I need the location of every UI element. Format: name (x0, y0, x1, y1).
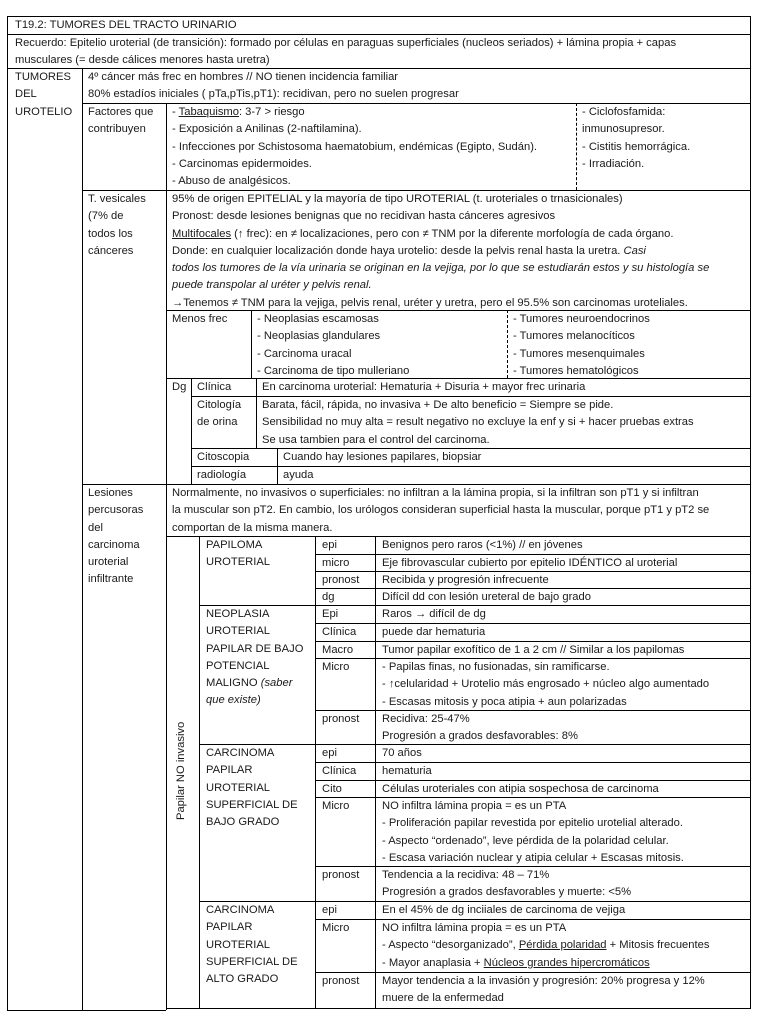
list-item: - Abuso de analgésicos. (172, 175, 291, 188)
carcinoma-bajo-grado-name (206, 745, 298, 831)
row-value (382, 973, 705, 1008)
row-value: Recibida y progresión infrecuente (382, 574, 549, 586)
text-line: SUPERFICIAL DE (206, 798, 298, 811)
text-line: la muscular son pT2. En cambio, los urólogos consideran superficial hasta la muscular, porque pT1 y pT2 se (172, 504, 710, 517)
factores-list (172, 104, 537, 190)
citologia-text (262, 397, 694, 449)
text-line: →Tenemos ≠ TNM para la vejiga, pelvis renal, uréter y uretra, pero el 95.5% son carcinomas uroteliales. (172, 296, 688, 309)
rule (7, 1010, 166, 1011)
text-line: contribuyen (88, 123, 146, 136)
row-value: Benignos pero raros (<1%) // en jóvenes (382, 539, 583, 551)
factor-tabaquismo (172, 104, 537, 121)
rule (315, 623, 751, 624)
row-key: Clínica (322, 626, 357, 638)
urotelio-intro (88, 69, 459, 104)
list-item: - Carcinoma de tipo mulleriano (257, 364, 410, 377)
text-line: UROTERIAL (206, 938, 271, 951)
italic-span: Casi (623, 244, 646, 257)
text-line: Citología (197, 399, 242, 411)
rule (166, 103, 167, 1010)
text-line: del (88, 521, 103, 534)
text-line: todos los tumores de la vía urinaria se originan en la vejiga, por lo que se estudiarán estos y su histología se (172, 262, 710, 275)
text-line (172, 226, 709, 243)
row-value (382, 920, 709, 972)
text-line: Tendencia a la recidiva: 48 – 71% (382, 869, 550, 881)
text-line: Recuerdo: Epitelio uroterial (de transición): formado por células en paraguas superficiales (nucleos seriados) + lámina propia + capas (15, 37, 677, 49)
papiloma-name (206, 537, 270, 572)
row-key: dg (322, 591, 335, 603)
text-line: TUMORES (15, 71, 71, 83)
list-item: - Neoplasias escamosas (257, 313, 379, 325)
row-value (382, 711, 578, 746)
text-line: Factores que (88, 106, 154, 118)
row-value (382, 659, 709, 711)
text-line: Barata, fácil, rápida, no invasiva + De alto beneficio = Siempre se pide. (262, 399, 614, 411)
underlined-term: Tabaquismo (178, 106, 239, 118)
text-line: - Escasas mitosis y poca atipia + aun polarizadas (382, 695, 627, 708)
list-item: - Tumores melanocíticos (513, 330, 635, 343)
text-line: comportan de la misma manera. (172, 521, 333, 534)
list-item: - Tumores neuroendocrinos (513, 313, 650, 325)
text-line: ALTO GRADO (206, 973, 279, 986)
text-line: que existe) (206, 694, 261, 707)
vesicales-label (88, 191, 146, 260)
text-line: Recidiva: 25-47% (382, 713, 470, 725)
rule (7, 16, 8, 1011)
text-line: PAPILOMA (206, 539, 263, 551)
text-span: : 3-7 > riesgo (238, 106, 305, 118)
text-line: musculares (= desde cálices menores hasta uretra) (15, 54, 270, 67)
text-line: UROTERIAL (206, 625, 271, 638)
list-item: - Carcinomas epidermoides. (172, 157, 312, 170)
row-key: epi (322, 539, 337, 551)
text-line: - Papilas finas, no fusionadas, sin ramificarse. (382, 661, 610, 673)
row-key: Clínica (322, 765, 357, 777)
papilar-no-invasivo-label: Papilar NO invasivo (175, 721, 187, 820)
list-item: - Tumores mesenquimales (513, 347, 645, 360)
dg-label: Dg (172, 381, 187, 393)
text-line: NO infiltra lámina propia = es un PTA (382, 922, 567, 934)
radiologia-label: radiología (197, 469, 247, 481)
text-line: Progresión a grados desfavorables: 8% (382, 730, 578, 743)
underlined-term: Núcleos grandes hipercromáticos (483, 956, 650, 969)
section-label-urotelio (15, 69, 72, 121)
text-line: UROTERIAL (206, 781, 271, 794)
factores-label (88, 104, 153, 139)
row-key: epi (322, 747, 337, 759)
citoscopia-text: Cuando hay lesiones papilares, biopsiar (283, 451, 482, 463)
text-line: PAPILAR (206, 921, 253, 934)
row-key: epi (322, 904, 337, 916)
list-item: - Infecciones por Schistosoma haematobium, endémicas (Egipto, Sudán). (172, 140, 538, 153)
text-line: PAPILAR DE BAJO (206, 642, 304, 655)
row-value (382, 867, 631, 902)
text-line: de orina (197, 416, 238, 429)
row-key: pronost (322, 869, 360, 881)
row-key: Micro (322, 800, 350, 812)
text-line: todos los (88, 227, 133, 240)
carcinoma-alto-grado-name (206, 902, 298, 988)
row-key: pronost (322, 713, 360, 725)
row-value: Raros → difícil de dg (382, 608, 486, 620)
list-item: - Tumores hematológicos (513, 364, 639, 377)
row-key: Macro (322, 644, 354, 656)
rule (315, 762, 751, 763)
text-span: Donde: en cualquier localización donde haya urotelio: desde la pelvis renal hasta la uretra. (172, 244, 624, 257)
text-line: puede transpolar al uréter y pelvis renal. (172, 279, 372, 292)
row-key: pronost (322, 975, 360, 987)
text-line: Se usa tambien para el control del carcinoma. (262, 433, 490, 446)
recuerdo-note (15, 35, 676, 70)
underlined-term: Multifocales (172, 227, 232, 240)
row-value: Células uroteriales con atipia sospechosa de carcinoma (382, 783, 659, 795)
text-line: Mayor tendencia a la invasión y progresión: 20% progresa y 12% (382, 975, 705, 987)
italic-span: (saber (257, 677, 293, 690)
clinica-text: En carcinoma uroterial: Hematuria + Disuria + mayor frec urinaria (262, 381, 586, 393)
row-key: Cito (322, 783, 342, 795)
row-value: En el 45% de dg inciiales de carcinoma de vejiga (382, 904, 626, 916)
text-line: Sensibilidad no muy alta = result negativo no excluye la enf y si + hacer pruebas extras (262, 416, 694, 429)
citoscopia-label: Citoscopia (197, 451, 250, 463)
row-key: pronost (322, 574, 360, 586)
radiologia-text: ayuda (283, 469, 314, 481)
text-line: - Escasa variación nuclear y atipia celular + Escasas mitosis. (382, 851, 684, 864)
rule (191, 378, 192, 484)
list-item: - Ciclofosfamida: (582, 106, 666, 118)
text-line: Normalmente, no invasivos o superficiales: no infiltran a la lámina propia, si la infiltran son pT1 y si infiltran (172, 487, 699, 499)
text-line: T. vesicales (88, 193, 146, 205)
text-line (382, 955, 709, 972)
text-line: UROTERIAL (206, 556, 271, 569)
row-key: Micro (322, 661, 350, 673)
rule (750, 16, 751, 1009)
rule (199, 536, 200, 1008)
page-title: T19.2: TUMORES DEL TRACTO URINARIO (15, 19, 237, 31)
lesiones-label (88, 485, 143, 589)
lesiones-intro (172, 485, 709, 537)
text-line: DEL (15, 88, 37, 101)
row-value: 70 años (382, 747, 422, 759)
list-item: - Neoplasias glandulares (257, 330, 381, 343)
menos-frec-label: Menos frec (172, 313, 228, 325)
clinica-label: Clínica (197, 381, 232, 393)
text-span: + Mitosis frecuentes (606, 939, 710, 952)
rule (256, 378, 257, 448)
text-line: 4º cáncer más frec en hombres // NO tienen incidencia familiar (88, 71, 399, 83)
text-line: SUPERFICIAL DE (206, 955, 298, 968)
citologia-label (197, 397, 241, 432)
rule (277, 448, 278, 484)
vesicales-text (172, 191, 709, 312)
row-value: Eje fibrovascular cubierto por epitelio IDÉNTICO al uroterial (382, 557, 678, 569)
text-line: infiltrante (88, 573, 134, 586)
text-line: BAJO GRADO (206, 816, 280, 829)
text-span: - Aspecto “desorganizado”, (382, 939, 519, 952)
row-value: Tumor papilar exofítico de 1 a 2 cm // Similar a los papilomas (382, 644, 685, 656)
text-line (382, 937, 709, 954)
text-line: uroterial (88, 556, 129, 569)
text-line: - Proliferación papilar revestida por epitelio urotelial alterado. (382, 817, 683, 830)
factores-list-right (582, 104, 690, 173)
text-line: - ↑celularidad + Urotelio más engrosado + núcleo algo aumentado (382, 678, 710, 691)
row-key: micro (322, 557, 350, 569)
list-item: - Carcinoma uracal (257, 347, 352, 360)
text-line: Lesiones (88, 487, 133, 499)
text-line: POTENCIAL (206, 659, 270, 672)
row-key: Epi (322, 608, 339, 620)
menos-frec-list (257, 311, 409, 380)
neoplasia-name (206, 606, 303, 710)
text-span: - (172, 106, 179, 118)
rule (315, 536, 316, 1008)
rule (375, 536, 376, 1008)
text-span: MALIGNO (206, 677, 258, 690)
text-line: (7% de (88, 210, 124, 223)
text-line: 80% estadíos iniciales ( pTa,pTis,pT1): recidivan, pero no suelen progresar (88, 88, 459, 101)
row-value: puede dar hematuria (382, 626, 486, 638)
text-line: NEOPLASIA (206, 608, 270, 620)
text-line: carcinoma (88, 538, 140, 551)
text-span: - Mayor anaplasia + (382, 956, 484, 969)
row-value (382, 798, 684, 867)
text-line: muere de la enfermedad (382, 992, 504, 1005)
text-line: 95% de origen EPITELIAL y la mayoría de tipo UROTERIAL (t. uroteriales o trnasicionales) (172, 193, 623, 205)
text-line: cánceres (88, 244, 134, 257)
text-span: (↑ frec): en ≠ localizaciones, pero con ≠ TNM por la diferente morfología de cada órgano. (231, 227, 674, 240)
rule (82, 68, 83, 1010)
row-value: Difícil dd con lesión ureteral de bajo grado (382, 591, 591, 603)
text-line: - Aspecto “ordenado”, leve pérdida de la polaridad celular. (382, 834, 669, 847)
row-value: hematuria (382, 765, 432, 777)
list-item: - Cistitis hemorrágica. (582, 140, 691, 153)
text-line: UROTELIO (15, 105, 73, 118)
list-item: inmunosupresor. (582, 123, 665, 136)
rule (251, 310, 252, 378)
text-line: CARCINOMA (206, 747, 275, 759)
underlined-term: Pérdida polaridad (518, 939, 607, 952)
text-line: NO infiltra lámina propia = es un PTA (382, 800, 567, 812)
menos-frec-list-right (513, 311, 650, 380)
text-line: PAPILAR (206, 764, 253, 777)
text-line (172, 243, 709, 260)
text-line (206, 675, 303, 692)
rule (576, 103, 577, 190)
rule (166, 1008, 751, 1009)
list-item: - Irradiación. (582, 157, 645, 170)
text-line: CARCINOMA (206, 904, 275, 916)
text-line: Pronost: desde lesiones benignas que no recidivan hasta cánceres agresivos (172, 210, 556, 223)
list-item: - Exposición a Anilinas (2-naftilamina). (172, 123, 362, 136)
text-line: Progresión a grados desfavorables y muerte: <5% (382, 886, 632, 899)
row-key: Micro (322, 922, 350, 934)
rule (507, 310, 508, 378)
text-line: percusoras (88, 504, 144, 517)
